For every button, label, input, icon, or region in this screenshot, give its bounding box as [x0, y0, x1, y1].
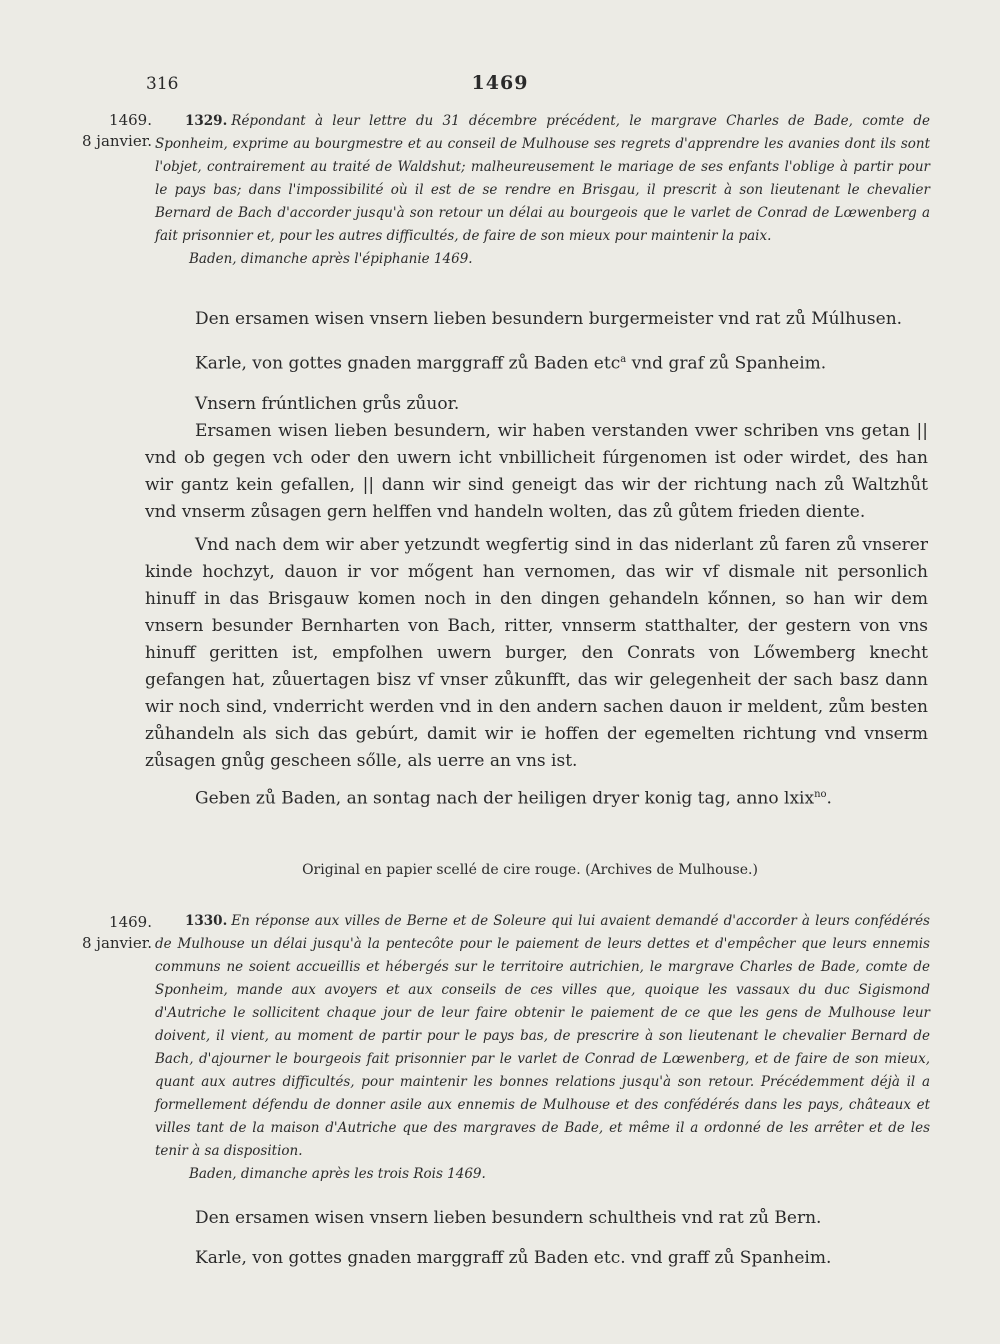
letter-1329: [145, 306, 928, 812]
paragraph-2: Vnd nach dem wir aber yetzundt wegfertig sind in das niderlant zů faren zů vnserer kinde hochzyt, dauon ir vor mőgent han vernomen, das wir vf dismale nit personlich hinuff in das Brisgauw komen noch in den dingen gehandeln kőnnen, so han wir dem vnsern besunder Bernharten von Bach, ritter, vnnserm statthalter, der gestern von vns hinuff geritten ist, empfolhen uwern burger, den Conrats von Lőwemberg knecht gefangen hat, zůuertagen bisz vf vnser zůkunfft, das wir gelegenheit der sach basz dann wir noch sind, vnderricht werden vnd in den andern sachen dauon ir meldent, zům besten zůhandeln als sich das gebúrt, damit wir ie hoffen der egemelten richtung vnd vnserm zůsagen gnůg gescheen sőlle, als uerre an vns ist.: [145, 534, 928, 771]
page-number: 316: [146, 74, 179, 94]
closing-superscript: no: [814, 788, 827, 800]
sender-prefix: Karle, von gottes gnaden marggraff zů Baden etc: [195, 353, 621, 374]
entry-number: 1329.: [185, 113, 228, 129]
margin-date-1329: [70, 110, 152, 152]
margin-day: 8 janvier.: [81, 132, 152, 150]
closing: [145, 781, 928, 813]
entry-number: 1330.: [185, 913, 228, 929]
paragraph-1: Ersamen wisen lieben besundern, wir haben verstanden vwer schriben vns getan || vnd ob gegen vch oder den uwern icht vnbillicheit fúrgenomen ist oder wirdet, des han wir gantz kein gefallen, || dann wir sind geneigt das wir der richtung nach zů Waltzhůt vnd vnserm zůsagen gern helffen vnd handeln wolten, das zů gůtem frieden diente.: [145, 420, 928, 522]
summary-1330: [155, 910, 930, 1186]
closing-suffix: .: [826, 788, 832, 809]
margin-date-1330: [70, 912, 152, 954]
sender-suffix: vnd graf zů Spanheim.: [626, 353, 827, 374]
address: Den ersamen wisen vnsern lieben besundern burgermeister vnd rat zů Múlhusen.: [195, 309, 903, 329]
margin-day: 8 janvier.: [81, 934, 152, 952]
source-note: Original en papier scellé de cire rouge. (Archives de Mulhouse.): [302, 862, 758, 878]
summary-text: Répondant à leur lettre du 31 décembre précédent, le margrave Charles de Bade, comte de Sponheim, exprime au bourgmestre et au conseil de Mulhouse ses regrets d'apprendre les avanies dont ils sont l'objet, contrairement au traité de Waldshut; malheureusement le mariage de ses enfants l'oblige à partir pour le pays bas; dans l'impossibilité où il est de se rendre en Brisgau, il prescrit à son lieutenant le chevalier Bernard de Bach d'accorder jusqu'à son retour un délai au bourgeois que le varlet de Conrad de Lœwenberg a fait prisonnier et, pour les autres difficultés, de faire de son mieux pour maintenir la paix.: [155, 113, 930, 244]
letter-1330: [145, 1205, 928, 1272]
dateline: Baden, dimanche après les trois Rois 1469.: [189, 1166, 486, 1182]
summary-text: En réponse aux villes de Berne et de Soleure qui lui avaient demandé d'accorder à leurs confédérés de Mulhouse un délai jusqu'à la pentecôte pour le paiement de leurs dettes et d'empêcher que leurs ennemis communs ne soient accueillis et hébergés sur le territoire autrichien, le margrave Charles de Bade, comte de Sponheim, mande aux avoyers et aux conseils de ces villes que, quoique les vassaux du duc Sigismond d'Autriche le sollicitent chaque jour de leur faire obtenir le paiement de ce que les gens de Mulhouse leur doivent, il vient, au moment de partir pour le pays bas, de prescrire à son lieutenant le chevalier Bernard de Bach, d'ajourner le bourgeois fait prisonnier par le varlet de Conrad de Lœwenberg, et de faire de son mieux, quant aux autres difficultés, pour maintenir les bonnes relations jusqu'à son retour. Précédemment déjà il a formellement défendu de donner asile aux ennemis de Mulhouse et des confédérés dans les pays, châteaux et villes tant de la maison d'Autriche que des margraves de Bade, et même il a ordonné de les arrêter et de les tenir à sa disposition.: [155, 913, 930, 1159]
margin-year: 1469.: [109, 913, 152, 931]
running-head-year: 1469: [471, 72, 529, 94]
summary-1329: [155, 110, 930, 271]
greeting: Vnsern frúntlichen grůs zůuor.: [195, 393, 460, 414]
dateline: Baden, dimanche après l'épiphanie 1469.: [189, 251, 473, 267]
sender: [145, 346, 928, 378]
sender: Karle, von gottes gnaden marggraff zů Baden etc. vnd graff zů Spanheim.: [195, 1248, 832, 1268]
address: Den ersamen wisen vnsern lieben besundern schultheis vnd rat zů Bern.: [195, 1208, 822, 1228]
sender-superscript: a: [620, 354, 627, 365]
closing-prefix: Geben zů Baden, an sontag nach der heiligen dryer konig tag, anno lxix: [195, 788, 815, 809]
margin-year: 1469.: [109, 111, 152, 129]
